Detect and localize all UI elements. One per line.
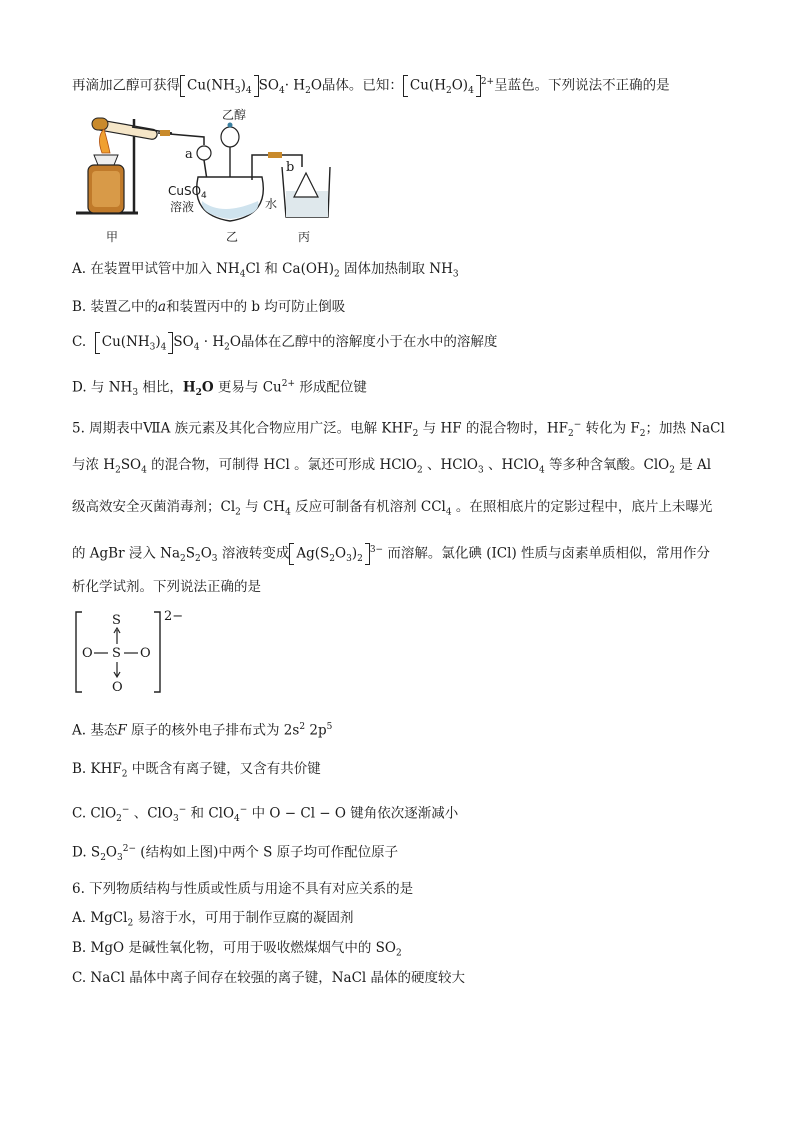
text: D. S (72, 844, 101, 861)
text: 更易与 Cu (213, 379, 282, 396)
sub: 2 (568, 429, 574, 440)
text: 形成配位键 (295, 379, 367, 396)
formula-h2o: · H (284, 77, 306, 94)
thiosulfate-structure (72, 608, 192, 700)
label-cuso4: CuSO$_4$ (168, 184, 207, 201)
text: 转化为 F (581, 420, 640, 437)
sub: 2 (416, 465, 423, 476)
text: A. 基态 (72, 722, 118, 739)
text: 析化学试剂。下列说法正确的是 (72, 579, 261, 595)
q5-line-3 (72, 496, 712, 524)
atom-s-top: S (112, 613, 121, 628)
sub: 4 (239, 269, 246, 280)
text: 。在照相底片的定影过程中，底片上未曝光 (451, 499, 713, 515)
sub: 4 (538, 465, 545, 476)
q5-option-b (72, 758, 321, 786)
text: 与 CH (240, 499, 286, 515)
text: O (229, 334, 241, 350)
text: 溶液转变成 (217, 545, 290, 562)
sub: 2 (121, 769, 128, 780)
heating-block (88, 165, 124, 213)
sub: 4 (245, 86, 252, 97)
text: O (105, 844, 117, 861)
text: 、ClO (129, 805, 173, 822)
sup: 2+ (281, 379, 296, 389)
intro-text-2: 晶体。已知： (321, 77, 403, 94)
sub: 3 (234, 86, 241, 97)
alcohol-lamp-flame (94, 129, 118, 165)
sub: 3 (117, 853, 123, 864)
text: 级高效安全灭菌消毒剂；Cl (72, 499, 236, 515)
text: 的混合物，可制得 HCl 。氯还可形成 HClO (146, 457, 417, 473)
sub: 4 (193, 342, 200, 353)
sub: 2 (333, 269, 340, 280)
sup: 2 (299, 722, 306, 732)
text: O (201, 379, 214, 396)
text: 6. 下列物质结构与性质或性质与用途不具有对应关系的是 (72, 881, 414, 897)
formula-o: O (451, 77, 463, 94)
atom-o-bottom: O (112, 680, 123, 695)
sub: 2 (116, 814, 122, 825)
sub: 2 (100, 853, 106, 864)
q5-line-4: 的 AgBr 浸入 $Na_2S_2O_3$ 溶液转变成 $Ag(S_2O_3)_2^{3-}$ 而溶解。氯化碘 (ICl) 性质与卤素单质相似，常用作分 (72, 545, 710, 565)
text: SO (173, 334, 194, 350)
sub: 4 (285, 507, 291, 518)
sub: 2 (115, 465, 121, 476)
sub: 2 (224, 342, 230, 353)
sup: − (239, 805, 248, 815)
bulb-a (197, 146, 211, 160)
sup: 5 (326, 722, 333, 732)
atom-o-left: O (82, 646, 93, 661)
label-a: a (185, 147, 193, 162)
q6-stem (72, 878, 413, 900)
intro-line: 再滴加乙醇可获得 $Cu(NH_3)_4$ $SO_4\cdot H_2O$晶体。已知： $Cu(H_2O)_4^{2+}$呈蓝色。下列说法不正确的是 (72, 77, 670, 97)
q5-line-2 (72, 454, 711, 482)
italic-f: F (117, 722, 127, 739)
q6-option-c (72, 967, 465, 989)
label-water: 水 (265, 197, 278, 211)
text: 原子的核外电子排布式为 2s (126, 722, 300, 739)
right-bracket (154, 612, 160, 692)
sup: 2− (122, 844, 137, 854)
label-jia: 甲 (106, 230, 119, 244)
text: 5. 周期表中ⅦA 族元素及其化合物应用广泛。电解 KHF (72, 420, 413, 437)
rubber-joint (160, 130, 170, 136)
text: A. 在装置甲试管中加入 NH (72, 261, 240, 277)
sub: 4 (278, 86, 285, 97)
q5-option-d (72, 838, 398, 869)
text: (结构如上图)中两个 S 原子均可作配位原子 (136, 844, 399, 861)
sup: − (178, 805, 187, 815)
text: 固体加热制取 NH (339, 261, 453, 277)
text: C. ClO (72, 805, 117, 822)
label-solution: 溶液 (170, 200, 195, 214)
text: 的 AgBr 浸入 Na (72, 545, 180, 562)
delivery-tube-2 (252, 155, 302, 180)
sub: 2 (445, 86, 452, 97)
italic-a: a (158, 299, 167, 315)
text: 晶体在乙醇中的溶解度小于在水中的溶解度 (240, 334, 498, 350)
sub: 3 (346, 554, 352, 565)
formula-cu: Cu (187, 77, 207, 94)
text: 、HClO (422, 457, 478, 473)
text: · H (199, 334, 225, 350)
text: S (185, 545, 195, 562)
sub: 2 (329, 554, 335, 565)
text: OH (305, 261, 329, 277)
text: O (335, 545, 347, 562)
text: SO (120, 457, 142, 473)
q5-option-a (72, 716, 332, 742)
sub: 2 (127, 918, 134, 929)
sup: − (573, 420, 582, 430)
text: D. 与 NH (72, 379, 133, 396)
label-ethanol: 乙醇 (222, 108, 247, 122)
text: S (320, 545, 330, 562)
text: A. MgCl (72, 910, 128, 926)
text: B. KHF (72, 761, 122, 777)
apparatus-diagram (72, 105, 332, 245)
label-b: b (286, 160, 295, 175)
label-yi: 乙 (226, 230, 239, 244)
sub: 4 (141, 465, 147, 476)
q5-option-c (72, 799, 458, 830)
q5-line-5 (72, 576, 261, 598)
text: 中既含有离子键，又含有共价键 (127, 761, 321, 777)
sub: 3 (132, 388, 139, 399)
text: 中 O − Cl − O 键角依次逐渐减小 (247, 805, 459, 822)
q5-line-1 (72, 414, 725, 445)
text: ；加热 NaCl (645, 420, 725, 437)
text: O (200, 545, 212, 562)
sub: 3 (477, 465, 484, 476)
sub: 2 (395, 948, 402, 959)
charge: 2+ (480, 77, 495, 87)
sub: 2 (305, 86, 311, 97)
formula-nh3: NH (211, 77, 235, 94)
text: 等多种含氧酸。ClO (544, 457, 670, 473)
text: NH (126, 334, 150, 350)
sub: 3 (452, 269, 459, 280)
q4-option-b (72, 296, 345, 318)
text: 和 ClO (186, 805, 235, 822)
q6-option-b (72, 937, 402, 965)
sub: 2 (180, 554, 186, 565)
sub: 2 (412, 429, 419, 440)
atom-o-right: O (140, 646, 151, 661)
sub: 3 (149, 342, 156, 353)
formula-o: O (310, 77, 322, 94)
intro-text-3: 呈蓝色。下列说法不正确的是 (494, 77, 670, 94)
text: 易溶于水，可用于制作豆腐的凝固剂 (133, 910, 354, 926)
sub: 2 (194, 554, 201, 565)
sup: 3− (369, 545, 384, 555)
text: 而溶解。氯化碘 (ICl) 性质与卤素单质相似，常用作分 (383, 545, 710, 562)
label-bing: 丙 (298, 230, 311, 244)
q4-option-d (72, 373, 367, 404)
sub: 2 (195, 388, 202, 399)
sub: 2 (357, 554, 363, 565)
q4-option-a: A. 在装置甲试管中加入 $NH_4Cl$ 和 $Ca(OH)_2$ 固体加热制取 $NH_3$ (72, 261, 459, 280)
text: C. (72, 334, 87, 350)
sub: 2 (669, 465, 675, 476)
sub: 3 (211, 554, 218, 565)
sub: 4 (234, 814, 240, 825)
sub: 4 (160, 342, 167, 353)
sub: 2 (639, 429, 646, 440)
text: 相比， (138, 379, 183, 396)
text: 、HClO (483, 457, 539, 473)
text: Cu (101, 334, 121, 350)
sub: 4 (445, 507, 452, 518)
formula-h: H (434, 77, 446, 94)
text: Ag (296, 545, 315, 562)
text: 是 Al (674, 457, 712, 473)
sub: 3 (172, 814, 179, 825)
intro-text-1: 再滴加乙醇可获得 (72, 77, 180, 94)
formula-cu: Cu (409, 77, 429, 94)
ion-charge: 2− (164, 609, 184, 624)
text: B. MgO 是碱性氧化物，可用于吸收燃煤烟气中的 SO (72, 940, 396, 956)
sub: 4 (468, 86, 474, 97)
text: 和装置丙中的 b 均可防止倒吸 (166, 299, 346, 315)
q4-option-c: C. $Cu(NH_3)_4$ $SO_4 \cdot H_2O$晶体在乙醇中的溶解度小于在水中的溶解度 (72, 331, 497, 359)
text: H (182, 379, 196, 396)
sup: − (121, 805, 130, 815)
text: B. 装置乙中的 (72, 299, 159, 315)
text: 与浓 H (72, 457, 116, 473)
formula-so4: SO (258, 77, 279, 94)
text: 与 HF 的混合物时，HF (418, 420, 569, 437)
text: Cl 和 Ca (245, 261, 301, 277)
text: 反应可制备有机溶剂 CCl (290, 499, 446, 515)
text: 2p (305, 722, 327, 739)
atom-s-center: S (112, 646, 121, 661)
q6-option-a (72, 907, 353, 935)
rubber-joint-2 (268, 152, 282, 158)
sub: 2 (235, 507, 241, 518)
text: C. NaCl 晶体中离子间存在较强的离子键，NaCl 晶体的硬度较大 (72, 970, 466, 986)
